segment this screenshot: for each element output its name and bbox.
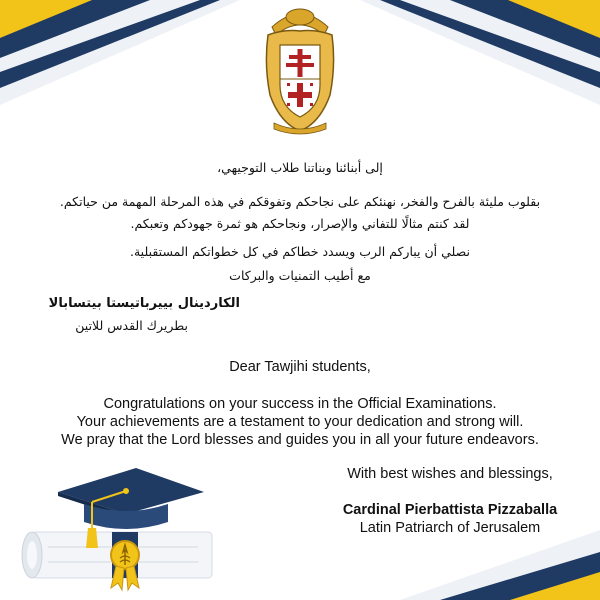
- top-right-corner-decoration: [360, 0, 600, 110]
- top-left-corner-decoration: [0, 0, 240, 110]
- arabic-closing: مع أطيب التمنيات والبركات: [229, 268, 371, 283]
- bottom-right-corner-decoration: [400, 530, 600, 600]
- english-signer-title: Latin Patriarch of Jerusalem: [359, 520, 541, 536]
- english-signer-name: Cardinal Pierbattista Pizzaballa: [342, 502, 558, 518]
- arabic-greeting: إلى أبنائنا وبناتنا طلاب التوجيهي،: [217, 160, 383, 175]
- english-message-line-3: We pray that the Lord blesses and guides you in all your future endeavors.: [61, 432, 539, 448]
- arabic-message-line-3: نصلي أن يباركم الرب ويسدد خطاكم في كل خطواتكم المستقبلية.: [130, 244, 470, 259]
- arabic-message-line-2: لقد كنتم مثالًا للتفاني والإصرار، ونجاحكم هو ثمرة جهودكم وتعبكم.: [130, 216, 470, 231]
- arabic-message-line-1: بقلوب مليئة بالفرح والفخر، نهنئكم على نجاحكم وتفوقكم في هذه المرحلة المهمة من حياتكم.: [59, 194, 541, 209]
- patriarchate-crest-icon: [260, 5, 340, 135]
- english-message-line-2: Your achievements are a testament to your dedication and strong will.: [76, 414, 524, 430]
- english-closing: With best wishes and blessings,: [347, 466, 553, 482]
- english-greeting: Dear Tawjihi students,: [229, 359, 371, 375]
- graduation-cap-diploma-icon: [18, 462, 218, 597]
- english-message-line-1: Congratulations on your success in the Official Examinations.: [103, 396, 497, 412]
- arabic-signer-name: الكاردينال بييرباتيستا بيتسابالا: [48, 296, 240, 311]
- arabic-signer-title: بطريرك القدس للاتين: [75, 318, 188, 333]
